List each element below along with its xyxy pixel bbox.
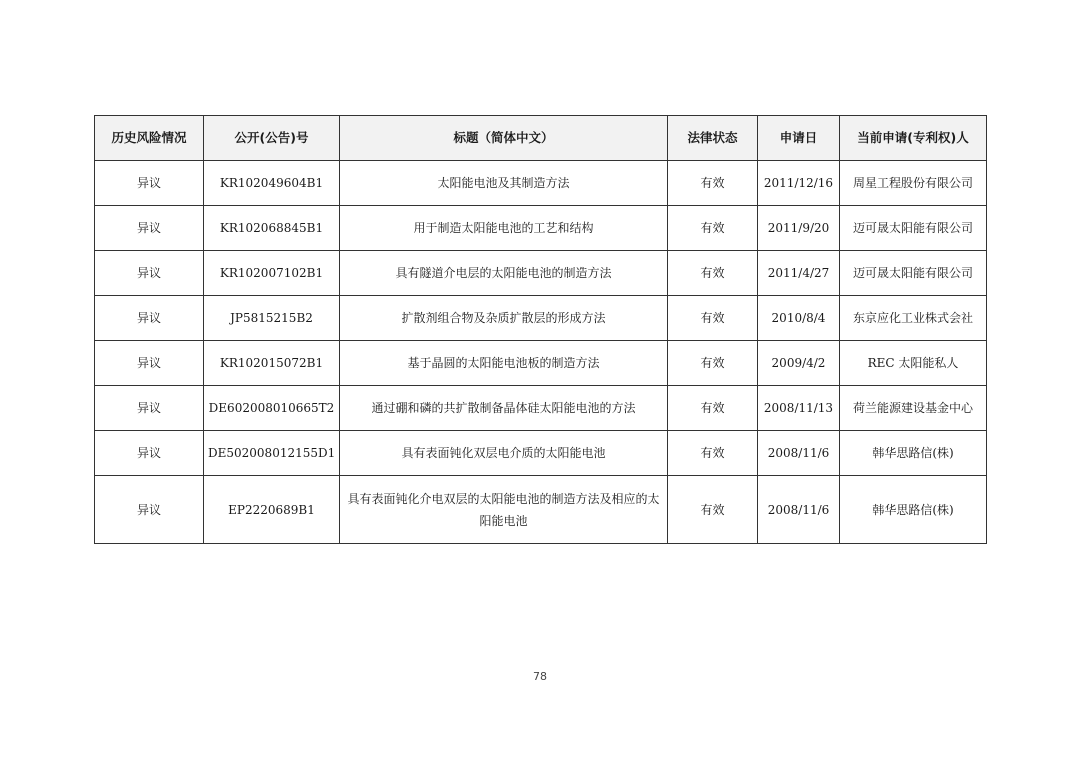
cell-application-date: 2011/12/16 [758,161,840,206]
cell-history-risk: 异议 [95,386,204,431]
cell-history-risk: 异议 [95,341,204,386]
cell-legal-status: 有效 [668,206,758,251]
cell-legal-status: 有效 [668,161,758,206]
cell-publication-number: KR102049604B1 [204,161,340,206]
cell-application-date: 2011/4/27 [758,251,840,296]
cell-application-date: 2009/4/2 [758,341,840,386]
cell-title: 太阳能电池及其制造方法 [340,161,668,206]
cell-title: 具有隧道介电层的太阳能电池的制造方法 [340,251,668,296]
cell-application-date: 2008/11/13 [758,386,840,431]
cell-applicant: 迈可晟太阳能有限公司 [840,206,987,251]
table-row [95,431,987,476]
cell-applicant: 迈可晟太阳能有限公司 [840,251,987,296]
cell-legal-status: 有效 [668,296,758,341]
cell-history-risk: 异议 [95,476,204,544]
cell-applicant: 周星工程股份有限公司 [840,161,987,206]
cell-applicant: 荷兰能源建设基金中心 [840,386,987,431]
cell-legal-status: 有效 [668,251,758,296]
cell-publication-number: JP5815215B2 [204,296,340,341]
cell-applicant: REC 太阳能私人 [840,341,987,386]
cell-title: 具有表面钝化双层电介质的太阳能电池 [340,431,668,476]
cell-legal-status: 有效 [668,386,758,431]
cell-legal-status: 有效 [668,476,758,544]
page-number: 78 [533,670,547,683]
cell-application-date: 2011/9/20 [758,206,840,251]
cell-application-date: 2008/11/6 [758,431,840,476]
cell-publication-number: KR102007102B1 [204,251,340,296]
cell-publication-number: DE602008010665T2 [204,386,340,431]
cell-title: 用于制造太阳能电池的工艺和结构 [340,206,668,251]
cell-history-risk: 异议 [95,251,204,296]
table-row [95,476,987,544]
cell-history-risk: 异议 [95,296,204,341]
header-publication-number: 公开(公告)号 [204,116,340,161]
cell-history-risk: 异议 [95,431,204,476]
header-history-risk: 历史风险情况 [95,116,204,161]
cell-applicant: 韩华思路信(株) [840,476,987,544]
patent-risk-table [94,115,987,544]
table-row [95,206,987,251]
table-row [95,296,987,341]
cell-history-risk: 异议 [95,161,204,206]
header-applicant: 当前申请(专利权)人 [840,116,987,161]
cell-history-risk: 异议 [95,206,204,251]
header-legal-status: 法律状态 [668,116,758,161]
cell-publication-number: EP2220689B1 [204,476,340,544]
cell-legal-status: 有效 [668,431,758,476]
table-row [95,341,987,386]
cell-title: 具有表面钝化介电双层的太阳能电池的制造方法及相应的太阳能电池 [340,476,668,544]
cell-title: 基于晶圆的太阳能电池板的制造方法 [340,341,668,386]
table-row [95,161,987,206]
table-row [95,251,987,296]
cell-applicant: 韩华思路信(株) [840,431,987,476]
cell-title: 通过硼和磷的共扩散制备晶体硅太阳能电池的方法 [340,386,668,431]
cell-title: 扩散剂组合物及杂质扩散层的形成方法 [340,296,668,341]
cell-applicant: 东京应化工业株式会社 [840,296,987,341]
cell-application-date: 2008/11/6 [758,476,840,544]
cell-publication-number: DE502008012155D1 [204,431,340,476]
cell-publication-number: KR102015072B1 [204,341,340,386]
header-title: 标题（简体中文） [340,116,668,161]
table-header-row [95,116,987,161]
table-row [95,386,987,431]
cell-legal-status: 有效 [668,341,758,386]
cell-application-date: 2010/8/4 [758,296,840,341]
header-application-date: 申请日 [758,116,840,161]
cell-publication-number: KR102068845B1 [204,206,340,251]
